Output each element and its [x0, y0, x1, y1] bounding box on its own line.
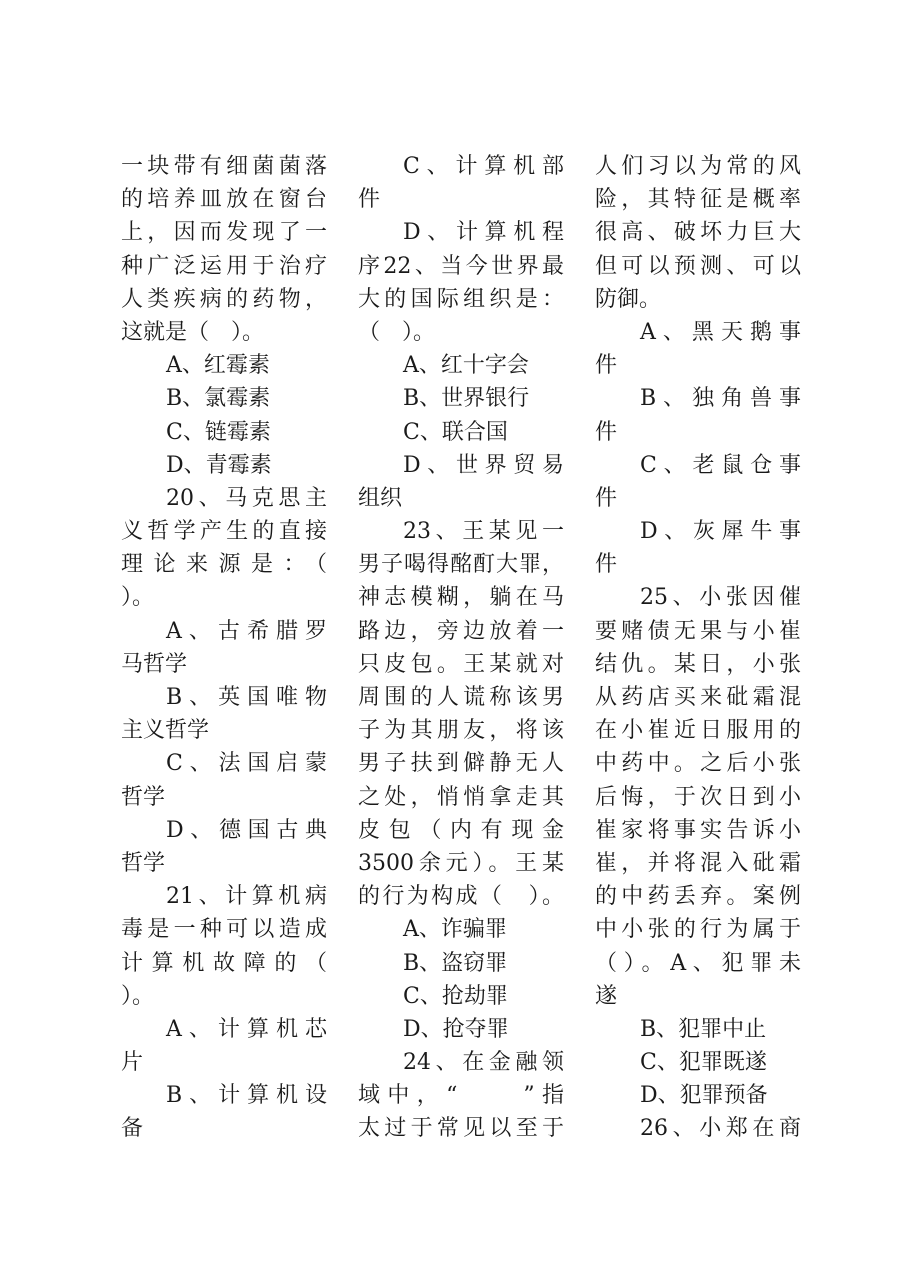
text-line: C、法国启蒙 [166, 751, 327, 777]
text-line: A、古希腊罗 [166, 618, 327, 644]
text-line: 从药店买来砒霜混 [595, 685, 801, 710]
text-line: 件 [595, 485, 618, 511]
text-line: 件 [595, 552, 618, 578]
text-column-middle [358, 150, 564, 1146]
text-line: 组织 [358, 485, 403, 511]
text-column-right [595, 150, 801, 1146]
text-line: A、红霉素 [166, 353, 270, 379]
text-line: 的中药丢弃。案例 [595, 884, 801, 910]
text-line: 的行为构成（ ）。 [358, 884, 564, 910]
text-line: B、氯霉素 [166, 386, 271, 412]
text-line: D、抢夺罪 [403, 1016, 509, 1042]
text-line: 险，其特征是概率 [595, 187, 801, 213]
text-line: 崔，并将混入砒霜 [595, 850, 801, 876]
text-line: 23、王某见一 [403, 519, 564, 545]
text-line: 在小崔近日服用的 [595, 718, 801, 744]
text-line: 神志模糊，躺在马 [358, 585, 564, 611]
text-line: （ ）。 [358, 319, 436, 345]
text-line: 很高、破坏力巨大 [595, 220, 801, 246]
text-line: 件 [595, 353, 618, 379]
text-line: 男子喝得酩酊大罪， [358, 552, 564, 578]
text-line: 上，因而发现了一 [121, 220, 327, 246]
text-line: C、老鼠仓事 [640, 452, 801, 478]
text-line: ）。 [121, 585, 155, 611]
text-line: 件 [358, 187, 381, 213]
text-line: 遂 [595, 983, 618, 1009]
text-line: 一块带有细菌菌落 [121, 154, 327, 179]
text-line: 序22、当今世界最 [358, 253, 564, 279]
text-line: 人类疾病的药物， [121, 286, 327, 312]
text-line: 之处，悄悄拿走其 [358, 784, 564, 810]
text-line: B、犯罪中止 [640, 1016, 767, 1042]
text-line: 结仇。某日，小张 [595, 651, 801, 677]
text-line: 的培养皿放在窗台 [121, 187, 327, 213]
text-line: 人们习以为常的风 [595, 154, 801, 179]
text-line: 子为其朋友，将该 [358, 718, 564, 744]
text-line: 防御。 [595, 286, 662, 312]
text-line: 哲学 [121, 784, 166, 810]
text-line: 毒是一种可以造成 [121, 917, 327, 943]
text-line: B、世界银行 [403, 386, 530, 412]
text-line: 要赌债无果与小崔 [595, 618, 801, 644]
text-line: B、英国唯物 [166, 685, 327, 710]
text-line: （）。A、犯罪未 [595, 950, 801, 976]
text-line: 理论来源是：（ [121, 552, 327, 578]
text-line: A、诈骗罪 [403, 917, 507, 943]
text-line: 计算机故障的（ [121, 950, 327, 976]
text-line: A、计算机芯 [166, 1016, 327, 1042]
text-line: D、犯罪预备 [640, 1083, 768, 1109]
text-line: 太过于常见以至于 [358, 1116, 564, 1142]
text-line: 大的国际组织是： [358, 286, 564, 312]
text-line: 26、小郑在商 [640, 1116, 801, 1142]
text-line: B、独角兽事 [640, 386, 801, 412]
text-line: C、抢劫罪 [403, 983, 508, 1009]
text-column-left [121, 150, 327, 1146]
text-line: 义哲学产生的直接 [121, 519, 327, 545]
text-line: C、联合国 [403, 419, 508, 445]
text-line: 主义哲学 [121, 718, 210, 744]
text-line: 崔家将事实告诉小 [595, 817, 801, 843]
text-line: 备 [121, 1116, 144, 1142]
text-line: C、犯罪既遂 [640, 1050, 767, 1076]
text-line: B、盗窃罪 [403, 950, 508, 976]
text-line: 中药中。之后小张 [595, 751, 801, 777]
text-line: 这就是（ ）。 [121, 319, 265, 345]
text-line: B、计算机设 [166, 1083, 327, 1109]
text-line: D、灰犀牛事 [640, 519, 801, 545]
text-line: 片 [121, 1050, 144, 1076]
text-line: 皮包（内有现金 [358, 817, 564, 843]
text-line: D、世界贸易 [403, 452, 564, 478]
text-line: D、青霉素 [166, 452, 272, 478]
text-line: 件 [595, 419, 618, 445]
text-line: ）。 [121, 983, 155, 1009]
text-line: 域中，“ ”指 [358, 1083, 564, 1109]
text-line: 哲学 [121, 850, 166, 876]
text-line: 路边，旁边放着一 [358, 618, 564, 644]
text-line: D、德国古典 [166, 817, 327, 843]
text-line: 25、小张因催 [640, 585, 801, 611]
text-line: A、黑天鹅事 [640, 319, 801, 345]
text-line: C、计算机部 [403, 154, 564, 179]
text-line: 21、计算机病 [166, 884, 327, 910]
text-line: 只皮包。王某就对 [358, 651, 564, 677]
text-line: 但可以预测、可以 [595, 253, 801, 279]
text-line: C、链霉素 [166, 419, 271, 445]
text-line: 后悔，于次日到小 [595, 784, 801, 810]
text-line: 20、马克思主 [166, 485, 327, 511]
text-line: 中小张的行为属于 [595, 917, 801, 943]
text-line: 种广泛运用于治疗 [121, 253, 327, 279]
text-line: A、红十字会 [403, 353, 529, 379]
text-line: 马哲学 [121, 651, 188, 677]
text-line: 24、在金融领 [403, 1050, 564, 1076]
text-line: D、计算机程 [403, 220, 564, 246]
text-line: 3500余元）。王某 [358, 850, 564, 876]
text-line: 男子扶到僻静无人 [358, 751, 564, 777]
text-line: 周围的人谎称该男 [358, 685, 564, 710]
